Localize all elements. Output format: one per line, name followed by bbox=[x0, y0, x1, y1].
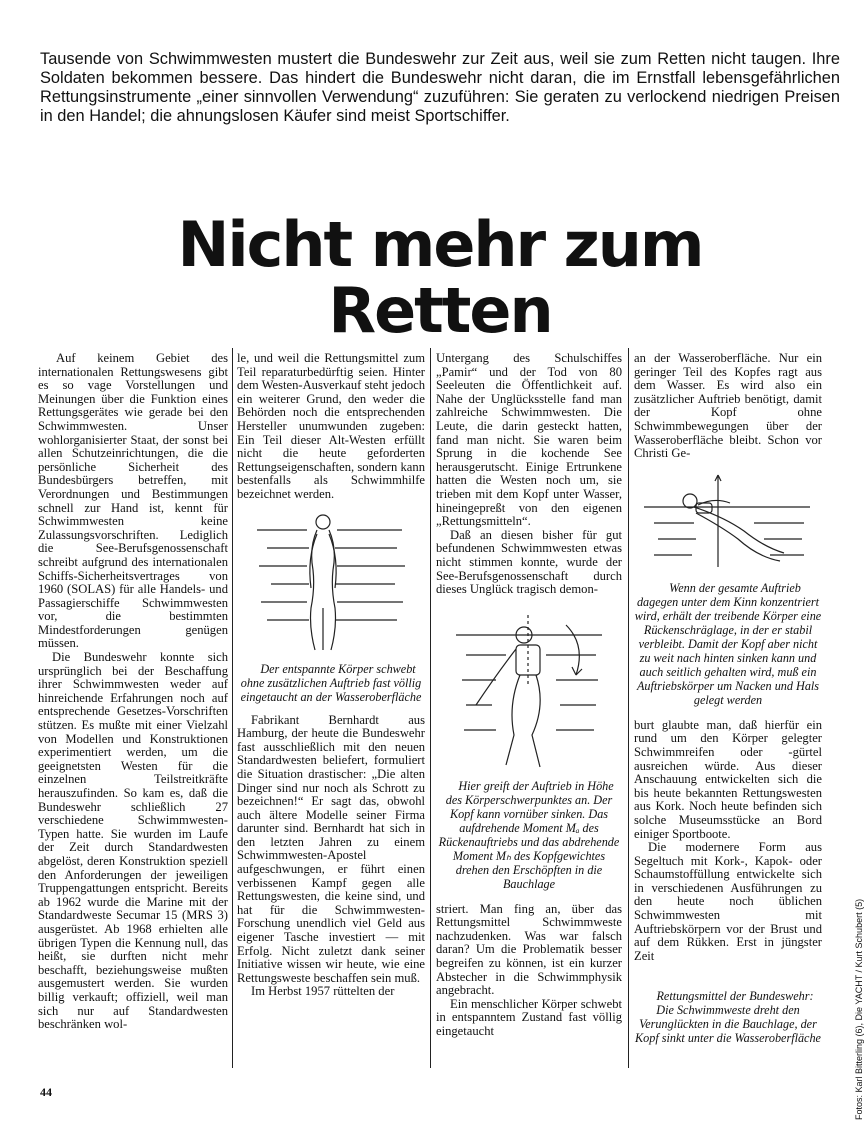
column-divider bbox=[628, 348, 629, 1068]
paragraph: le, und weil die Rettungsmittel zum Teil reparaturbedürftig seien. Hinter dem Westen-Ausverkauf steht jedoch ein weiterer Grund, den weder die Behörden noch die entsprechenden Hersteller unumwunden zugeben: Ein Teil dieser Alt-Westen erfüllt nicht die heute geforderten Rettungseigenschaften, sondern kann bestenfalls als Schwimmhilfe bezeichnet werden. bbox=[237, 351, 425, 501]
paragraph: Auf keinem Gebiet des internationalen Rettungswesens gibt es so vage Vorstellungen und Meinungen über die Funktion eines Rettungsgerätes wie gerade bei den Schwimmwesten. Unser wohlorganisierter Staat, der sonst bei allen Schutzeinrichtungen, die die persönliche Sicherheit des Bundesbürgers betreffen, mit Verordnungen und Bestimmungen schnell zur Hand ist, kennt für Schwimmwesten keine Zulassungsvorschriften. Lediglich die See-Berufsgenossenschaft schreibt aufgrund des internationalen Schiffs-Sicherheitsvertrages von 1960 (SOLAS) für alle Handels- und Passagierschiffe Schwimmwesten vor, die bestimmten Mindestforderungen genügen müssen. bbox=[38, 351, 228, 651]
paragraph: Daß an diesen bisher für gut befundenen Schwimmwesten etwas nicht stimmen konnte, wurde der See-Berufsgenossenschaft durch dieses Unglück tragisch demon- bbox=[436, 527, 622, 597]
figure-caption: Hier greift der Auftrieb in Höhe des Körperschwerpunktes an. Der Kopf kann vornüber sinken. Das aufdrehende Moment Mₐ des Rückenauftriebs und das abdrehende Moment Mₕ des Kopfgewichtes drehen den Erschöpften in die Bauchlage bbox=[438, 778, 620, 891]
paragraph: Im Herbst 1957 rüttelten der bbox=[251, 984, 395, 999]
column-1 bbox=[38, 352, 228, 1032]
figure-caption: Rettungsmittel der Bundeswehr: Die Schwimmweste dreht den Verunglückten in die Bauchlage, der Kopf sinkt unter die Wasseroberfläche bbox=[635, 989, 821, 1046]
column-divider bbox=[430, 348, 431, 1068]
paragraph: Die Bundeswehr konnte sich ursprünglich bei der Beschaffung ihrer Schwimmwesten weder auf hinreichende Erfahrungen noch auf entsprechende Gesetzes-Vorschriften stützen. Es mußte mit einer Vielzahl von Modellen und Konstruktionen experimentiert werden, um die geeignetsten Westen für die einzelnen Teilstreitkräfte herauszufinden. So kam es, daß die Bundeswehr schließlich 27 verschiedene Schwimmwesten-Typen hatte. Sie wurden im Laufe der Zeit durch Standardwesten abgelöst, deren Konstruktion speziell den Anforderungen der jeweiligen Truppengattungen entspricht. Bereits ab 1962 wurde die Marine mit der Standardweste Secumar 15 (MRS 3) ausgerüstet. Ab 1968 erhielten alle übrigen Typen die Kennung null, das heißt, sie durften nicht mehr beschafft, beziehungsweise mußten ausgemustert werden. Sie wurden billig verkauft; offiziell, weil man sich nur auf Standardwesten beschränken wol- bbox=[38, 650, 228, 1032]
figure-floating-body bbox=[237, 508, 425, 658]
paragraph: Fabrikant Bernhardt aus Hamburg, der heute die Bundeswehr fast ausschließlich mit den neuen Standardwesten beliefert, formuliert die Situation drastischer: „Die alten Dinger sind nur noch als Schrott zu bezeichnen!“ Er sagt das, obwohl auch ältere Modelle seiner Firma darunter sind. Bernhardt hat sich in den letzten Jahren zu einem Schwimmwesten-Apostel aufgeschwungen, er führt einen verbissenen Kampf gegen alle Rettungswesten, die keine sind, und hat für die Schwimmwesten-Forschung unendlich viel Geld aus eigener Tasche investiert — mit Erfolg. Nicht zuletzt dank seiner Initiative wissen wir heute, wie eine Rettungsweste beschaffen sein muß. bbox=[237, 712, 425, 985]
column-4 bbox=[634, 352, 822, 1045]
column-divider bbox=[232, 348, 233, 1068]
lead-paragraph: Tausende von Schwimmwesten mustert die Bundeswehr zur Zeit aus, weil sie zum Retten nicht taugen. Ihre Soldaten bekommen bessere. Das hindert die Bundeswehr nicht daran, die im Ernstfall lebensgefährlichen Rettungsinstrumente „einer sinnvollen Verwendung“ zuzuführen: Sie geraten zu verlockend niedrigen Preisen in den Handel; die ahnungslosen Käufer sind meist Sportschiffer. bbox=[40, 50, 840, 125]
figure-back-tilt bbox=[634, 467, 822, 577]
paragraph: Untergang des Schulschiffes „Pamir“ und der Tod von 80 Seeleuten die Öffentlichkeit auf. Nahe der Unglücksstelle fand man zahlreiche Schwimmwesten. Die Leute, die darin gesteckt hatten, fand man nicht. Sie waren beim Sprung in die kochende See herausgerutscht. Einige Ertrunkene hatten die Westen noch um, sie trieben mit dem Kopf unter Wasser, hineingepreßt von den eigenen „Rettungsmitteln“. bbox=[436, 351, 622, 529]
paragraph: striert. Man fing an, über das Rettungsmittel Schwimmweste nachzudenken. Was war falsch daran? Um die Problematik besser begreifen zu können, ist ein kurzer Abstecher in die Schwimmphysik angebracht. bbox=[436, 901, 622, 998]
column-2 bbox=[237, 352, 425, 999]
figure-caption: Wenn der gesamte Auftrieb dagegen unter dem Kinn konzentriert wird, erhält der treibende Körper eine Rückenschräglage, in der er stabil verbleibt. Damit der Kopf aber nicht zu weit nach hinten sinken kann und auch seitlich gehalten wird, muß ein Auftriebskörper um Nacken und Hals gelegt werden bbox=[634, 580, 822, 707]
headline bbox=[120, 208, 760, 347]
column-3 bbox=[436, 352, 622, 1039]
headline-line-1: Nicht mehr zum bbox=[177, 208, 703, 281]
figure-vest-moment bbox=[436, 605, 622, 775]
headline-line-2: Retten bbox=[328, 274, 552, 347]
photo-credit: Fotos: Karl Bitterling (6), Die YACHT / Kurt Schubert (5) bbox=[854, 898, 864, 1120]
paragraph: Die modernere Form aus Segeltuch mit Kork-, Kapok- oder Schaumstoffüllung entwickelte sich in verschiedenen Ausführungen zu den heute noch üblichen Schwimmwesten mit Auftriebskörpern vor der Brust und auf dem Rükken. Erst in jüngster Zeit bbox=[634, 840, 822, 963]
paragraph: Ein menschlicher Körper schwebt in entspanntem Zustand fast völlig eingetaucht bbox=[436, 996, 622, 1039]
paragraph: burt glaubte man, daß hierfür ein rund um den Körper gelegter Schwimmreifen oder -gürtel ausreichen würde. Aus dieser Anschauung entwickelten sich die bis heute bekannten Rettungswesten aus Kork. Noch heute befinden sich solche Museumsstücke an Bord einiger Sportboote. bbox=[634, 717, 822, 841]
figure-caption: Der entspannte Körper schwebt ohne zusätzlichen Auftrieb fast völlig eingetaucht an der Wasseroberfläche bbox=[240, 661, 422, 704]
page-number: 44 bbox=[40, 1085, 52, 1099]
paragraph: an der Wasseroberfläche. Nur ein geringer Teil des Kopfes ragt aus dem Wasser. Es wird also ein zusätzlicher Auftrieb benötigt, damit der Kopf ohne Schwimmbewegungen über der Wasseroberfläche bleibt. Schon vor Christi Ge- bbox=[634, 351, 822, 461]
